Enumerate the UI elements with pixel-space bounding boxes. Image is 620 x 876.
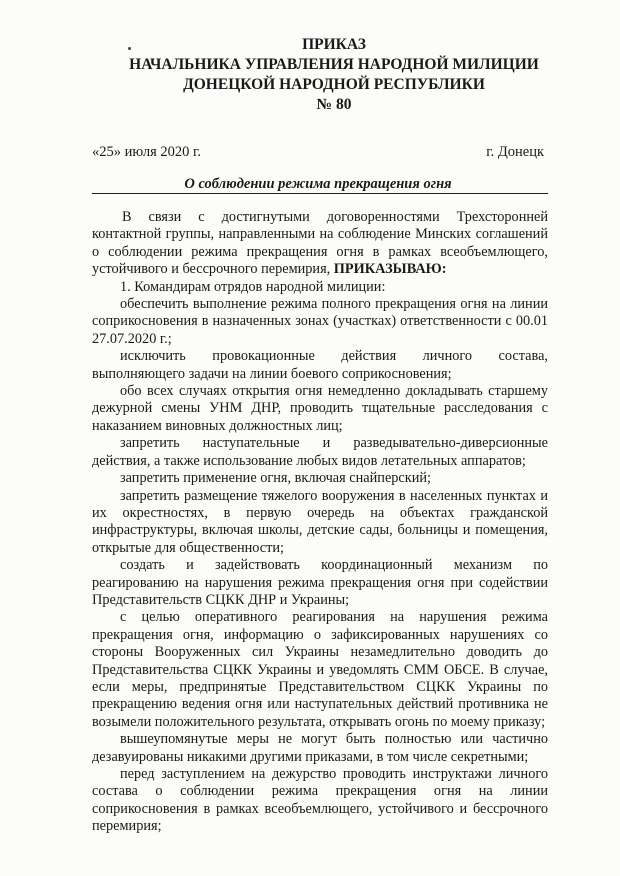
paragraph: запретить наступательные и разведывательно-диверсионные действия, а также использование любых видов летательных аппаратов; <box>92 435 548 469</box>
paragraph: исключить провокационные действия личного состава, выполняющего задачи на линии боевого соприкосновения; <box>92 348 548 382</box>
paragraph: обеспечить выполнение режима полного прекращения огня на линии соприкосновения в назначенных зонах (участках) ответственности с 00.01 27.07.2020 г.; <box>92 296 548 347</box>
header-authority: НАЧАЛЬНИКА УПРАВЛЕНИЯ НАРОДНОЙ МИЛИЦИИ <box>129 56 539 73</box>
order-date: «25» июля 2020 г. <box>92 144 201 160</box>
item-heading: 1. Командирам отрядов народной милиции: <box>120 278 386 295</box>
paragraph: запретить применение огня, включая снайперский; <box>120 470 431 487</box>
order-number: № 80 <box>316 96 352 113</box>
paragraph: перед заступлением на дежурство проводить инструктажи личного состава о соблюдении режима прекращения огня на линии соприкосновения в рамках всеобъемлющего, устойчивого и бессрочного перемирия; <box>92 766 548 835</box>
paragraph: с целью оперативного реагирования на нарушения режима прекращения огня, информацию о зафиксированных нарушениях со стороны Вооруженных сил Украины незамедлительно доводить до Представительства СЦКК Украины и уведомлять СММ ОБСЕ. В случае, если меры, предпринятые Представительством СЦКК Украины по прекращению ведения огня или наступательных действий противника не возымели положительного результата, открывать огонь по моему приказу; <box>92 609 548 730</box>
header-title: ПРИКАЗ <box>302 36 366 53</box>
order-place: г. Донецк <box>486 144 544 160</box>
paragraph: создать и задействовать координационный механизм по реагированию на нарушения режима прекращения огня при содействии Представительств СЦКК ДНР и Украины; <box>92 557 548 608</box>
order-body <box>92 209 548 836</box>
order-keyword: ПРИКАЗЫВАЮ: <box>333 261 447 278</box>
header-republic: ДОНЕЦКОЙ НАРОДНОЙ РЕСПУБЛИКИ <box>183 76 485 93</box>
paragraph: обо всех случаях открытия огня немедленно докладывать старшему дежурной смены УНМ ДНР, проводить тщательные расследования с наказанием виновных должностных лиц; <box>92 383 548 434</box>
intro-paragraph <box>92 209 548 279</box>
date-place-row <box>92 144 544 161</box>
subject-underline <box>92 193 548 194</box>
order-subject: О соблюдении режима прекращения огня <box>184 176 452 192</box>
document-header <box>0 35 620 115</box>
paragraph: запретить размещение тяжелого вооружения в населенных пунктах и их окрестностях, в первую очередь на объектах гражданской инфраструктуры, включая школы, детские сады, больницы и помещения, открытые для общественности; <box>92 487 548 556</box>
paragraph: вышеупомянутые меры не могут быть полностью или частично дезавуированы никакими другими приказами, в том числе секретными; <box>92 731 548 765</box>
intro-text: В связи с достигнутыми договоренностями Трехсторонней контактной группы, направленными на соблюдение Минских соглашений о соблюдении режима прекращения огня в рамках всеобъемлющего, устойчивого и бессрочного перемирия, <box>92 209 548 278</box>
